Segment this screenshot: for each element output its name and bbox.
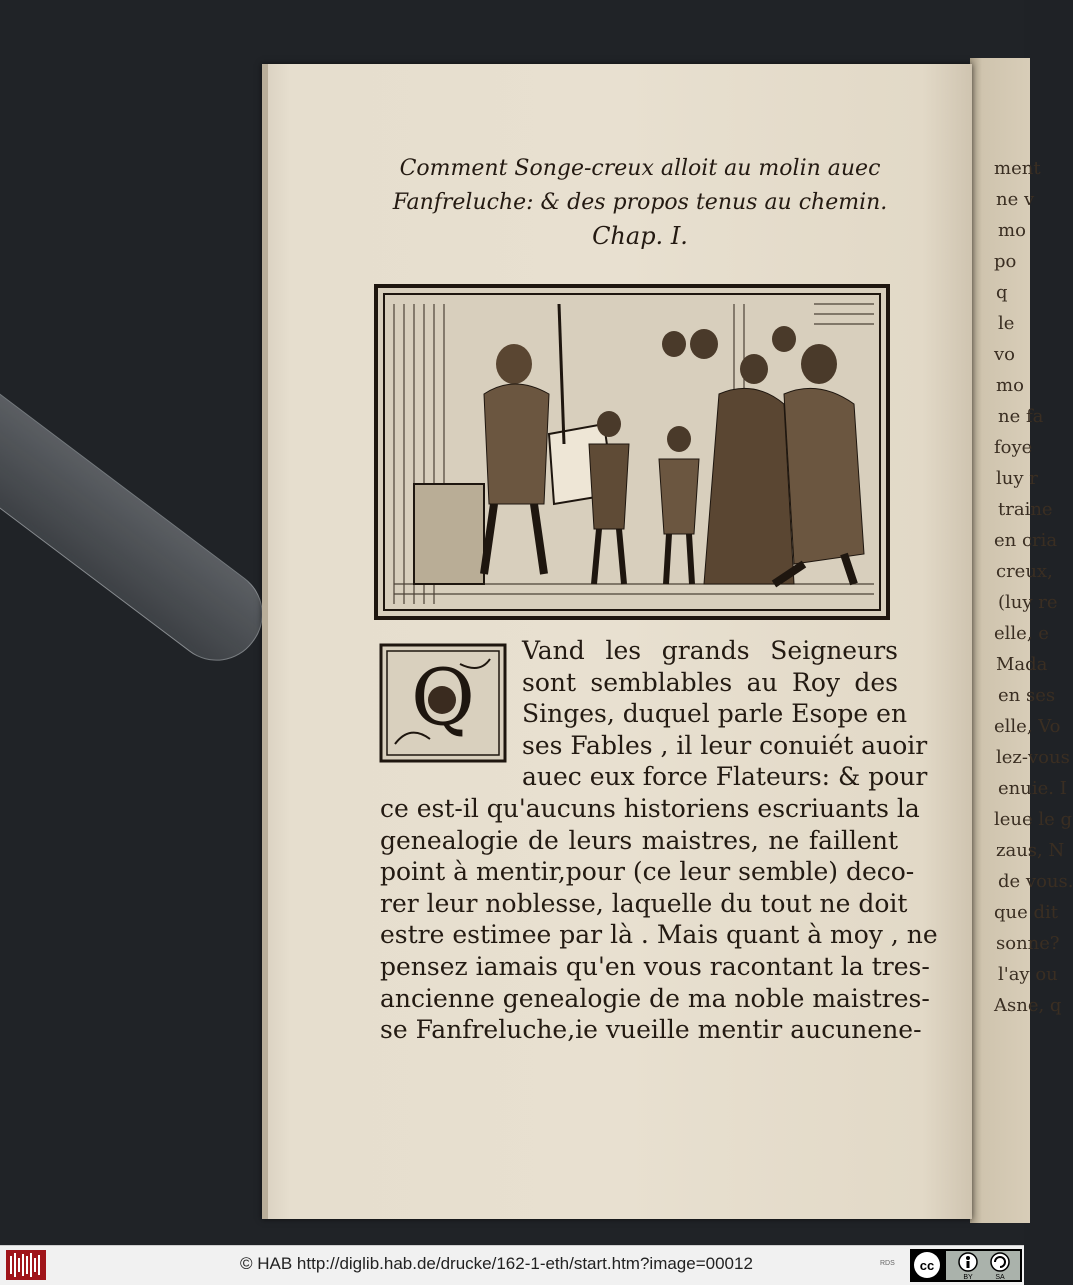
facing-page-fragment: en ses — [998, 685, 1056, 706]
rds-label: RDS — [880, 1260, 895, 1267]
facing-page-fragment: ne v — [996, 189, 1035, 210]
facing-page-fragment: de vous. — [998, 871, 1073, 892]
facing-page-fragment: mo — [996, 375, 1024, 396]
hab-logo-icon — [6, 1250, 46, 1280]
text-line: pensez iamais qu'en vous racontant la tres- — [380, 952, 930, 981]
text-line: genealogie de leurs maistres, ne faillent — [380, 825, 898, 855]
facing-page-fragment: enuie. I — [998, 778, 1067, 799]
facing-page-fragment: creux, — [996, 561, 1053, 582]
facing-page-fragment: elle, Vo — [994, 716, 1061, 737]
facing-page-fragment: zaus, N — [996, 840, 1065, 861]
facing-page-fragment: l'ay ou — [998, 964, 1058, 985]
text-line: ce est-il qu'aucuns historiens escriuants la — [380, 794, 920, 823]
page-gutter — [262, 64, 268, 1219]
facing-page-fragment: (luy re — [998, 592, 1058, 613]
svg-text:cc: cc — [919, 1258, 935, 1273]
facing-page-fragment: sonne? — [996, 933, 1060, 954]
facing-page-fragment: q — [996, 282, 1008, 303]
decorated-initial — [380, 644, 506, 762]
cc-license-icon[interactable] — [910, 1249, 1022, 1282]
facing-page-fragment: ne fa — [998, 406, 1044, 427]
facing-page-fragment: foye — [994, 437, 1033, 458]
facing-page-fragment: luy r — [996, 468, 1038, 489]
text-line: Singes, duquel parle Esope en — [522, 699, 908, 729]
facing-page-fragment: vo — [994, 344, 1016, 365]
license-by: BY — [963, 1274, 973, 1281]
initial-letter: Q — [411, 653, 475, 743]
chapter-heading-line-1: Comment Songe-creux alloit au molin auec — [399, 156, 881, 181]
facing-page-fragment: traine — [998, 499, 1053, 520]
facing-page-fragment: en cria — [994, 530, 1058, 551]
facing-page-fragment: le — [998, 313, 1015, 334]
license-sa: SA — [995, 1274, 1005, 1281]
facing-page-fragment: lez-vous — [996, 747, 1070, 768]
text-line: auec eux force Flateurs: & pour — [522, 762, 928, 792]
facing-page-fragment: mo — [998, 220, 1026, 241]
text-line: ses Fables , il leur conuiét auoir — [522, 730, 928, 760]
facing-page-fragment: leue le g — [994, 809, 1073, 830]
text-line: se Fanfreluche,ie vueille mentir aucunene- — [380, 1015, 922, 1045]
facing-page-fragment: elle, e — [994, 623, 1049, 644]
facing-page-fragment: ment — [994, 158, 1041, 179]
facing-page-fragment: po — [994, 251, 1017, 272]
facing-page-edge — [970, 58, 1073, 1223]
text-line: ancienne genealogie de ma noble maistres- — [380, 983, 930, 1013]
text-line: point à mentir,pour (ce leur semble) deco- — [380, 857, 915, 887]
viewer-footer — [0, 1245, 1024, 1285]
chapter-number: Chap. I. — [592, 222, 688, 250]
woodcut-illustration — [374, 284, 890, 620]
glass-spatula — [0, 369, 281, 678]
chapter-heading-line-2: Fanfreluche: & des propos tenus au chemin. — [392, 190, 888, 215]
text-line: estre estimee par là . Mais quant à moy , ne — [380, 920, 938, 950]
facing-page-fragment: que dit — [994, 902, 1059, 923]
text-line: rer leur noblesse, laquelle du tout ne doit — [380, 888, 908, 918]
text-line: Vand les grands Seigneurs — [522, 636, 898, 665]
text-line: sont semblables au Roy des — [522, 667, 898, 697]
facing-page-fragment: Asne, q — [994, 995, 1062, 1016]
facing-page-fragment: Mada — [996, 654, 1048, 675]
source-url[interactable]: © HAB http://diglib.hab.de/drucke/162-1-eth/start.htm?image=00012 — [240, 1254, 753, 1273]
